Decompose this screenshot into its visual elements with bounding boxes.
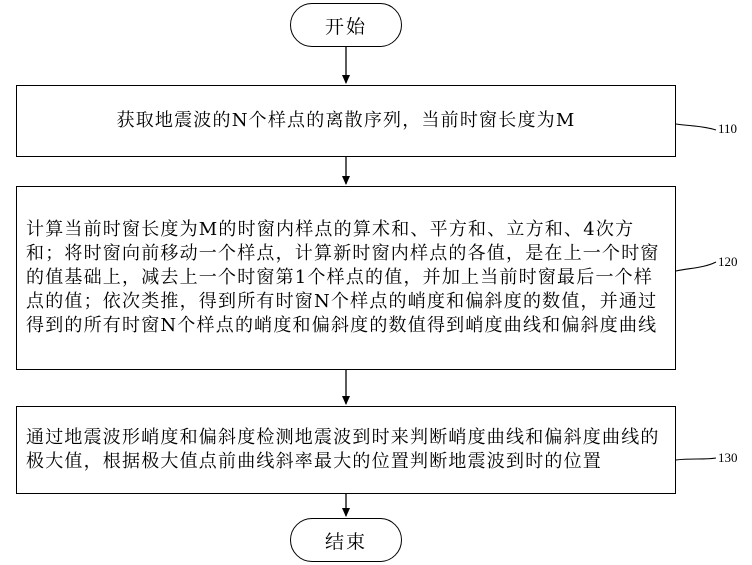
ref-120: 120 [718,254,738,269]
start-terminal [290,3,402,47]
step-130-text: 通过地震波形峭度和偏斜度检测地震波到时来判断峭度曲线和偏斜度曲线的极大值，根据极大值点前曲线斜率最大的位置判断地震波到时的位置 [26,427,660,472]
ref-130: 130 [718,450,738,465]
end-terminal [290,518,402,562]
step-130-box [16,406,676,494]
leader-120 [676,262,716,271]
step-120-text: 计算当前时窗长度为M的时窗内样点的算术和、平方和、立方和、4次方和；将时窗向前移动一个样点，计算新时窗内样点的各值，是在上一个时窗的值基础上，减去上一个时窗第1个样点的值，并加上当前时窗最后一个样点的值；依次类推，得到所有时窗N个样点的峭度和偏斜度的数值，并通过得到的所有时窗N个样点的峭度和偏斜度的数值得到峭度曲线和偏斜度曲线 [26,219,660,336]
step-120-box [16,186,676,370]
start-label: 开始 [324,15,367,38]
end-label: 结束 [324,530,367,553]
ref-110: 110 [718,121,738,136]
leader-110 [676,124,716,130]
step-110-box [16,85,676,157]
step-110-text: 获取地震波的N个样点的离散序列，当前时窗长度为M [116,110,576,131]
leader-130 [676,458,716,460]
